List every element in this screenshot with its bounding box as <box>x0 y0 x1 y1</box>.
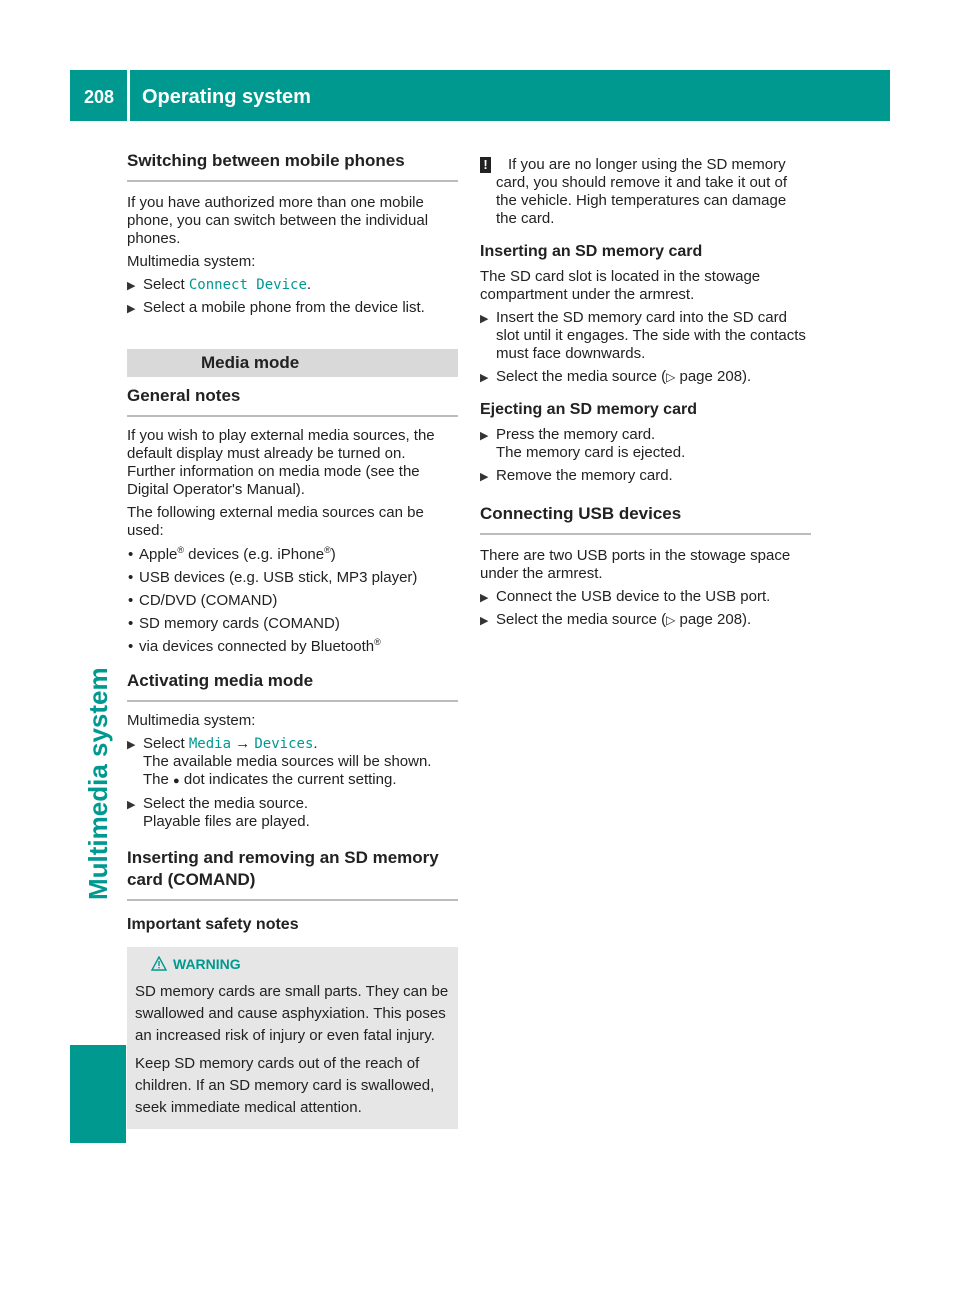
activating-step-2-text: ▶ Select the media source. <box>143 795 309 812</box>
warning-header <box>135 953 450 975</box>
note-text: If you are no longer using the SD memory card, you should remove it and take it out of the vehicle. High temperatures can damage the card. <box>496 156 787 227</box>
ejecting-step-2: ▶ Remove the memory card. <box>480 467 811 485</box>
activating-result-1: The available media sources will be shown. <box>143 753 432 770</box>
inserting-step-1: ▶ Insert the SD memory card into the SD card slot until it engages. The side with the contacts must face downwards. <box>480 309 811 363</box>
result-pre: The <box>143 771 169 788</box>
note-block <box>480 156 811 228</box>
usb-step-1: ▶ Connect the USB device to the USB port. <box>480 588 811 606</box>
step-prefix: Select the media source ( <box>496 368 667 385</box>
header-divider <box>127 70 130 121</box>
page-ref-icon: ▷ <box>666 370 676 384</box>
registered-mark: ® <box>177 545 185 555</box>
ejecting-step-1 <box>480 426 811 462</box>
warning-triangle-icon <box>151 956 167 971</box>
step-prefix: Select <box>143 735 185 752</box>
side-chapter-title: Multimedia system <box>83 667 113 900</box>
warning-label: WARNING <box>173 956 241 972</box>
activating-step-2 <box>127 795 458 831</box>
inserting-heading: Inserting an SD memory card <box>480 243 703 260</box>
safety-notes-heading: Important safety notes <box>127 916 299 933</box>
activating-step-1 <box>127 735 458 790</box>
source-apple <box>127 546 458 564</box>
ejecting-heading: Ejecting an SD memory card <box>480 401 697 418</box>
side-chapter-block <box>70 1045 126 1143</box>
usb-heading: Connecting USB devices <box>480 503 811 535</box>
warning-box <box>127 947 458 1129</box>
source-apple-detail: devices (e.g. iPhone <box>184 546 325 563</box>
switching-intro: If you have authorized more than one mobile phone, you can switch between the individual phones. <box>127 194 429 247</box>
page-ref-link[interactable]: page 208). <box>675 368 752 385</box>
sources-intro: The following external media sources can be used: <box>127 504 424 539</box>
registered-mark: ® <box>324 545 331 555</box>
page-ref-link[interactable]: page 208). <box>675 611 752 628</box>
ejecting-step-1-result: The memory card is ejected. <box>496 444 686 461</box>
page-ref-icon: ▷ <box>666 613 676 627</box>
source-apple-close: ) <box>330 546 336 563</box>
note-mark-icon: ! <box>480 157 491 173</box>
switching-system-label: Multimedia system: <box>127 253 256 270</box>
activating-result-2 <box>143 771 458 790</box>
activating-system-label: Multimedia system: <box>127 712 256 729</box>
registered-mark: ® <box>374 637 381 647</box>
step-prefix: Select the media source ( <box>496 611 667 628</box>
running-head: Operating system <box>142 86 311 108</box>
right-column <box>480 156 811 629</box>
source-bluetooth-text: via devices connected by Bluetooth <box>139 638 375 655</box>
step-suffix: . <box>306 276 312 293</box>
usb-text: There are two USB ports in the stowage space under the armrest. <box>480 547 791 582</box>
menu-item-media: Media <box>188 736 232 752</box>
sd-section-heading: Inserting and removing an SD memory card (COMAND) <box>127 847 458 901</box>
warning-text-2: Keep SD memory cards out of the reach of children. If an SD memory card is swallowed, seek immediate medical attention. <box>135 1055 435 1116</box>
left-column <box>127 150 458 1129</box>
source-cd: • CD/DVD (COMAND) <box>127 592 458 610</box>
activating-heading: Activating media mode <box>127 670 458 702</box>
usb-step-2 <box>480 611 811 629</box>
source-sd: • SD memory cards (COMAND) <box>127 615 458 633</box>
dot-indicator-icon: ● <box>173 775 180 787</box>
switching-step-2: ▶ Select a mobile phone from the device list. <box>127 299 458 317</box>
general-notes-text: If you wish to play external media sources, the default display must already be turned on. Further information on media mode (see the Digital Operator's Manual). <box>127 427 435 498</box>
media-mode-band: Media mode <box>127 349 458 377</box>
source-bluetooth <box>127 638 458 656</box>
inserting-text: The SD card slot is located in the stowage compartment under the armrest. <box>480 268 761 303</box>
inserting-step-2 <box>480 368 811 386</box>
menu-item-devices: Devices <box>254 736 314 752</box>
menu-arrow-icon: → <box>235 735 251 752</box>
switching-step-1 <box>127 276 458 294</box>
page-number: 208 <box>84 87 115 107</box>
switching-heading: Switching between mobile phones <box>127 150 458 182</box>
general-notes-heading: General notes <box>127 385 458 417</box>
warning-text-1: SD memory cards are small parts. They can be swallowed and cause asphyxiation. This poses an increased risk of injury or even fatal injury. <box>135 983 449 1044</box>
step-suffix: . <box>313 735 318 752</box>
step-prefix: Select <box>143 276 185 293</box>
source-usb: • USB devices (e.g. USB stick, MP3 player) <box>127 569 458 587</box>
activating-step-2-result: Playable files are played. <box>143 813 310 830</box>
source-apple-brand: Apple <box>139 546 178 563</box>
ejecting-step-1-text: ▶ Press the memory card. <box>496 426 656 443</box>
result-post: dot indicates the current setting. <box>183 771 397 788</box>
menu-item-connect-device: Connect Device <box>188 277 307 293</box>
